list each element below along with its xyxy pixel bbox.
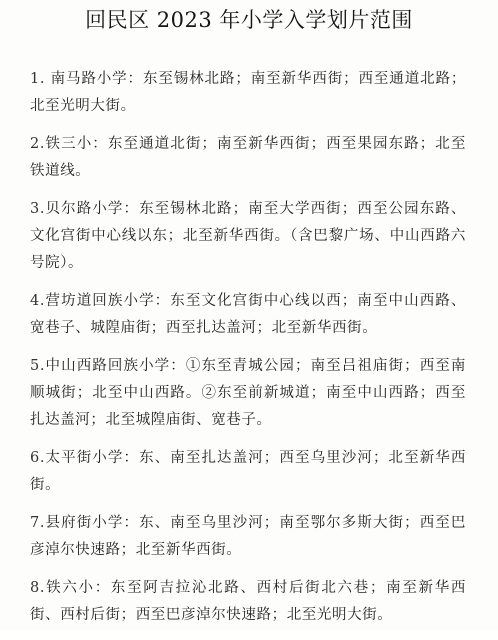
item-number: 6. bbox=[30, 450, 46, 466]
item-number: 3. bbox=[30, 201, 46, 217]
list-item-1 bbox=[30, 66, 466, 120]
list-item-8 bbox=[30, 575, 466, 629]
item-text: 中山西路回族小学：①东至青城公园；南至吕祖庙街；西至南顺城街；北至中山西路。②东至前新城道；南至中山西路；西至扎达盖河；北至城隍庙街、宽巷子。 bbox=[30, 358, 466, 428]
item-text: 南马路小学：东至锡林北路；南至新华西街；西至通道北路；北至光明大街。 bbox=[30, 71, 466, 114]
item-number: 7. bbox=[30, 515, 46, 531]
list-item-7 bbox=[30, 510, 466, 564]
item-text: 铁六小：东至阿吉拉沁北路、西村后街北六巷；南至新华西街、西村后街；西至巴彦淖尔快速路；北至光明大街。 bbox=[30, 580, 466, 623]
item-number: 1. bbox=[30, 71, 46, 87]
list-item-5 bbox=[30, 353, 466, 434]
item-number: 2. bbox=[30, 136, 46, 152]
item-text: 营坊道回族小学：东至文化宫街中心线以西；南至中山西路、宽巷子、城隍庙街；西至扎达盖河；北至新华西街。 bbox=[30, 293, 466, 336]
item-number: 8. bbox=[30, 580, 46, 596]
item-text: 贝尔路小学：东至锡林北路；南至大学西街；西至公园东路、文化宫街中心线以东；北至新华西街。（含巴黎广场、中山西路六号院）。 bbox=[30, 201, 466, 271]
list-item-4 bbox=[30, 288, 466, 342]
item-text: 县府街小学：东、南至乌里沙河；南至鄂尔多斯大街；西至巴彦淖尔快速路；北至新华西街。 bbox=[30, 515, 466, 558]
document-title: 回民区 2023 年小学入学划片范围 bbox=[85, 8, 413, 32]
item-text: 太平街小学：东、南至扎达盖河；西至乌里沙河；北至新华西街。 bbox=[30, 450, 466, 493]
item-text: 铁三小：东至通道北街；南至新华西街；西至果园东路；北至铁道线。 bbox=[30, 136, 466, 179]
item-number: 4. bbox=[30, 293, 46, 309]
list-item-3 bbox=[30, 196, 466, 277]
list-item-6 bbox=[30, 445, 466, 499]
district-list bbox=[30, 66, 466, 640]
list-item-2 bbox=[30, 131, 466, 185]
item-number: 5. bbox=[30, 358, 46, 374]
